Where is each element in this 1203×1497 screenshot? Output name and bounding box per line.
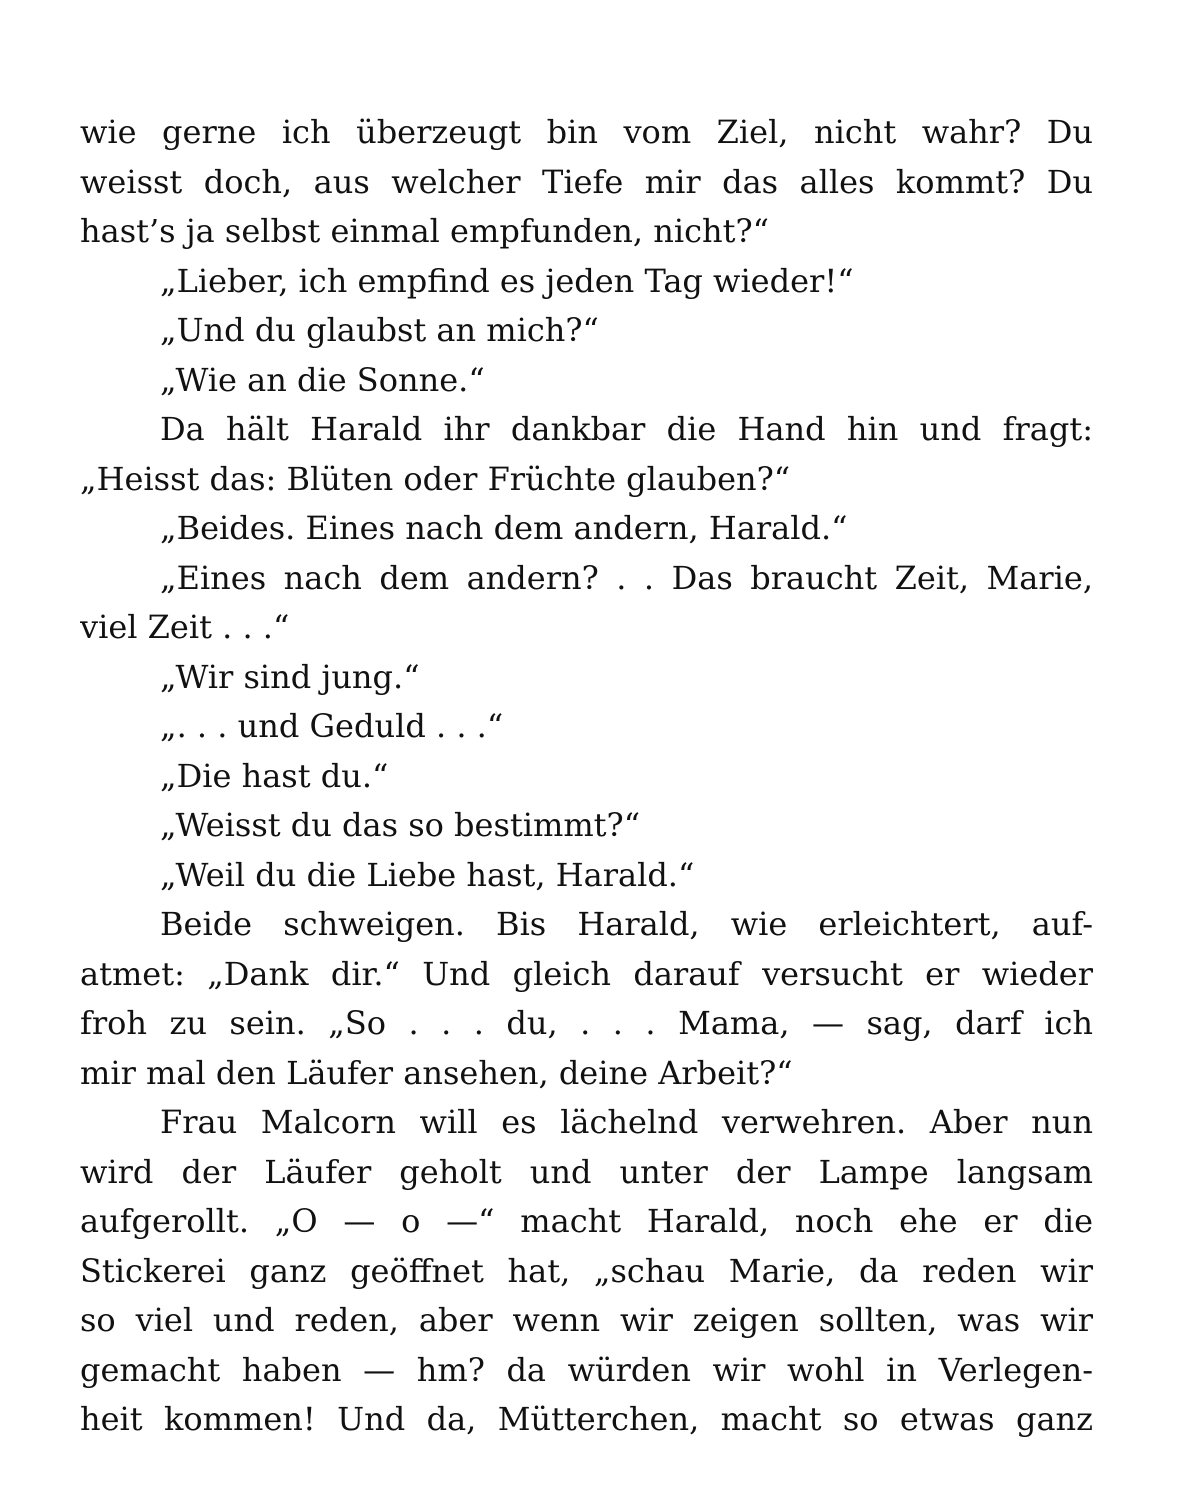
text-line: viel Zeit . . .“ bbox=[80, 608, 290, 646]
text-line: „Und du glaubst an mich?“ bbox=[160, 311, 599, 349]
text-line: „Wie an die Sonne.“ bbox=[160, 360, 485, 399]
text-line: „Wir sind jung.“ bbox=[160, 657, 420, 696]
text-line: „Eines nach dem andern? . . Das braucht Zeit, Marie, bbox=[160, 558, 1093, 597]
text-line: atmet: „Dank dir.“ Und gleich darauf versucht er wieder bbox=[80, 954, 1093, 993]
text-line: „Heisst das: Blüten oder Früchte glauben?“ bbox=[80, 459, 791, 498]
page-text bbox=[80, 108, 1093, 1445]
text-line: „Beides. Eines nach dem andern, Harald.“ bbox=[160, 509, 848, 547]
text-line: „Lieber, ich empfind es jeden Tag wieder!“ bbox=[160, 261, 854, 300]
text-line: „. . . und Geduld . . .“ bbox=[160, 707, 504, 745]
text-line: Frau Malcorn will es lächelnd verwehren. Aber nun bbox=[160, 1103, 1093, 1141]
text-line: mir mal den Läufer ansehen, deine Arbeit?“ bbox=[80, 1053, 793, 1092]
text-line: „Weil du die Liebe hast, Harald.“ bbox=[160, 855, 695, 894]
text-line: gemacht haben — hm? da würden wir wohl in Verlegen- bbox=[80, 1350, 1093, 1389]
text-line: so viel und reden, aber wenn wir zeigen sollten, was wir bbox=[80, 1301, 1093, 1339]
text-line: wie gerne ich überzeugt bin vom Ziel, nicht wahr? Du bbox=[80, 113, 1093, 151]
text-line: wird der Läufer geholt und unter der Lampe langsam bbox=[80, 1152, 1093, 1191]
text-line: weisst doch, aus welcher Tiefe mir das alles kommt? Du bbox=[80, 162, 1093, 201]
text-line: Stickerei ganz geöffnet hat, „schau Marie, da reden wir bbox=[80, 1251, 1093, 1290]
text-line: „Die hast du.“ bbox=[160, 756, 389, 795]
text-line: Beide schweigen. Bis Harald, wie erleichtert, auf- bbox=[160, 905, 1093, 943]
text-line: Da hält Harald ihr dankbar die Hand hin und fragt: bbox=[160, 410, 1093, 448]
text-line: hast’s ja selbst einmal empfunden, nicht?“ bbox=[80, 212, 769, 250]
text-line: „Weisst du das so bestimmt?“ bbox=[160, 806, 641, 844]
text-line: heit kommen! Und da, Mütterchen, macht so etwas ganz bbox=[80, 1400, 1093, 1438]
text-line: aufgerollt. „O — o —“ macht Harald, noch ehe er die bbox=[80, 1202, 1093, 1240]
text-line: froh zu sein. „So . . . du, . . . Mama, — sag, darf ich bbox=[80, 1004, 1093, 1042]
